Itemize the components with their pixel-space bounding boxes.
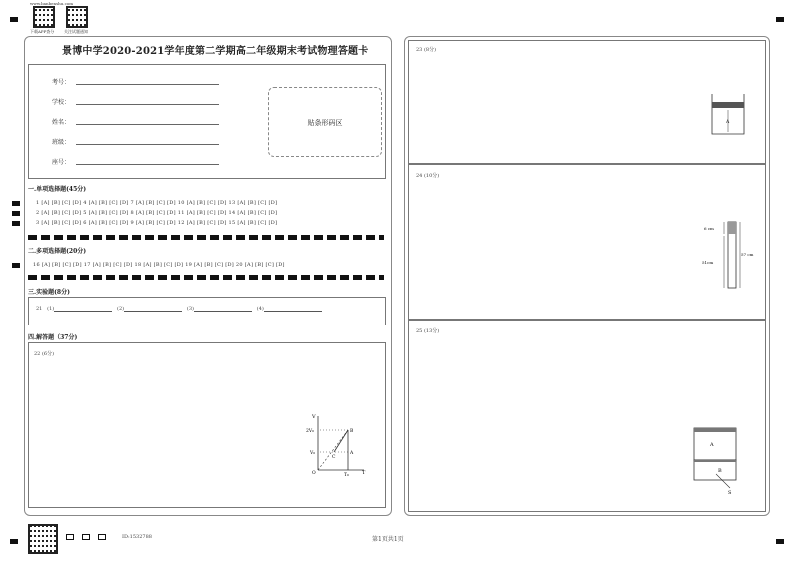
- qr-right-caption: 关注试题通知: [64, 29, 88, 34]
- choice-row-4[interactable]: 16 [A] [B] [C] [D] 17 [A] [B] [C] [D] 18 [A] [B] [C] [D] 19 [A] [B] [C] [D] 20 [A] [B] [C] [D]: [33, 262, 285, 268]
- class-field[interactable]: [76, 144, 219, 145]
- cylinder-figure: [708, 90, 748, 136]
- x-label: T: [362, 470, 366, 476]
- q24-label: 24 (10分): [416, 173, 440, 179]
- two-chamber-figure: [686, 424, 746, 496]
- blank-label: (1): [47, 306, 55, 312]
- blank-label: (3): [186, 306, 194, 312]
- upper-chamber: [694, 428, 736, 460]
- exam-no-field[interactable]: [76, 84, 219, 85]
- top-piston: [694, 428, 736, 432]
- tube-figure: [700, 218, 756, 290]
- seat-field[interactable]: [76, 164, 219, 165]
- middle-piston: [694, 460, 736, 462]
- app-qr-code: [33, 6, 55, 28]
- section-3-title: 三.实验题(8分): [28, 289, 70, 296]
- t0-label: T₀: [344, 473, 349, 476]
- field-label-name: 姓名：: [52, 119, 71, 126]
- q22-label: 22 (6分): [34, 351, 55, 357]
- name-field[interactable]: [76, 124, 219, 125]
- point-a-label: A: [350, 451, 354, 456]
- blank-3-field[interactable]: [194, 307, 252, 312]
- choice-row-1[interactable]: 1 [A] [B] [C] [D] 4 [A] [B] [C] [D] 7 [A] [B] [C] [D] 10 [A] [B] [C] [D] 13 [A] [B] [C] [D]: [36, 200, 278, 206]
- mercury-column: [728, 222, 736, 234]
- footer-id: ID:1532788: [122, 534, 152, 540]
- dim-label-6cm: 6 cm: [704, 226, 714, 231]
- row-mark: [12, 221, 20, 226]
- field-label-exam-no: 考号：: [52, 79, 71, 86]
- dim-label-57cm: 57 cm: [741, 252, 754, 257]
- point-b-label: B: [350, 429, 354, 434]
- section-1-title: 一.单项选择题(45分): [28, 186, 87, 193]
- footer-mark: [66, 534, 74, 540]
- field-label-seat: 座号：: [52, 159, 71, 166]
- corner-mark-top-left: [10, 17, 18, 22]
- v0-label: V₀: [310, 451, 316, 456]
- blank-label: (4): [256, 306, 264, 312]
- footer-mark: [82, 534, 90, 540]
- lower-chamber: [694, 460, 736, 480]
- chamber-b-label: B: [718, 468, 722, 474]
- process-line: [334, 430, 348, 452]
- field-label-class: 班级：: [52, 139, 71, 146]
- point-c-label: C: [332, 455, 336, 460]
- choice-row-2[interactable]: 2 [A] [B] [C] [D] 5 [A] [B] [C] [D] 8 [A] [B] [C] [D] 11 [A] [B] [C] [D] 14 [A] [B] [C] [D]: [36, 210, 278, 216]
- origin-label: O: [312, 471, 316, 476]
- separator-bar: [28, 235, 384, 240]
- page-number: 第1页共1页: [372, 536, 404, 543]
- chamber-a-label: A: [710, 442, 714, 448]
- q21-label: [36, 306, 322, 312]
- choice-row-3[interactable]: 3 [A] [B] [C] [D] 6 [A] [B] [C] [D] 9 [A] [B] [C] [D] 12 [A] [B] [C] [D] 15 [A] [B] [C] [D]: [36, 220, 278, 226]
- corner-mark-bottom-right: [776, 539, 784, 544]
- blank-1-field[interactable]: [54, 307, 112, 312]
- v2-label: 2V₀: [306, 429, 314, 434]
- section-2-title: 二.多项选择题(20分): [28, 248, 87, 255]
- follow-qr-code: [66, 6, 88, 28]
- q21-number: 21: [36, 306, 43, 312]
- corner-mark-bottom-left: [10, 539, 18, 544]
- row-mark: [12, 211, 20, 216]
- qr-left-caption: 下载APP查分: [30, 29, 55, 34]
- separator-bar: [28, 275, 384, 280]
- blank-4-field[interactable]: [264, 307, 322, 312]
- corner-mark-top-right: [776, 17, 784, 22]
- row-mark: [12, 263, 20, 268]
- q23-label: 23 (8分): [416, 47, 437, 53]
- footer-mark: [98, 534, 106, 540]
- gas-label: A: [726, 120, 730, 125]
- row-mark: [12, 201, 20, 206]
- valve-pipe: [716, 474, 730, 488]
- school-field[interactable]: [76, 104, 219, 105]
- q25-label: 25 (13分): [416, 328, 440, 334]
- footer-qr-code: [28, 524, 58, 554]
- blank-label: (2): [117, 306, 125, 312]
- page-title: 景博中学2020-2021学年度第二学期高二年级期末考试物理答题卡: [62, 46, 369, 57]
- barcode-label: 贴条形码区: [307, 119, 343, 127]
- piston: [712, 102, 744, 108]
- vt-graph: [306, 410, 370, 476]
- valve-s-label: S: [728, 490, 732, 496]
- field-label-school: 学校：: [52, 99, 71, 106]
- dim-label-51cm: 51cm: [702, 260, 714, 265]
- site-text: www.banbenshu.com: [30, 1, 74, 6]
- dashed-line: [318, 430, 348, 470]
- section-4-title: 四.解答题（37分): [28, 334, 78, 341]
- y-label: V: [312, 414, 316, 420]
- blank-2-field[interactable]: [124, 307, 182, 312]
